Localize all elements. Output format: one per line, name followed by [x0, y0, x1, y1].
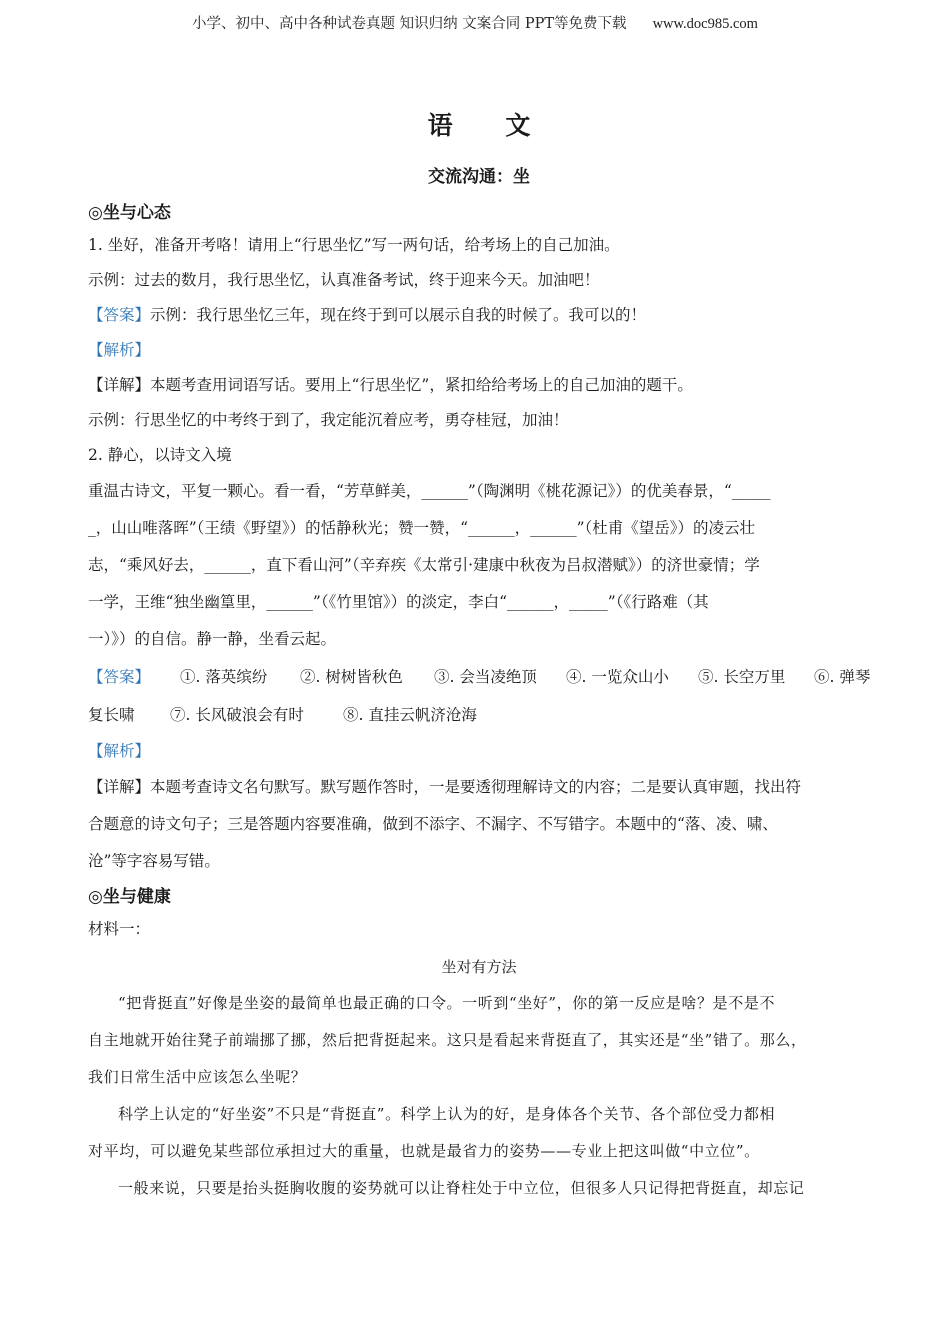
q2-question: 2. 静心，以诗文入境 [88, 446, 232, 464]
q2-line-5: 一）》）的自信。静一静，坐看云起。 [88, 630, 337, 648]
material-para-1-line-1: “把背挺直”好像是坐姿的最简单也最正确的口令。一听到“坐好”，你的第一反应是啥？是不是不 [118, 994, 776, 1012]
q2-line-2: _，山山唯落晖”（王绩《野望》）的恬静秋光；赞一赞，“______，______”（杜甫《望岳》）的凌云壮 [88, 519, 756, 537]
q2-detail-1: 【详解】本题考查诗文名句默写。默写题作答时，一是要透彻理解诗文的内容；二是要认真审题，找出符 [88, 778, 802, 796]
answer-label: 【答案】 [88, 668, 151, 686]
document-body [88, 108, 870, 1207]
q2-answer-8: ⑧. 直挂云帆济沧海 [343, 706, 477, 724]
material-para-1-line-2: 自主地就开始往凳子前端挪了挪，然后把背挺起来。这只是看起来背挺直了，其实还是“坐”错了。那么， [88, 1031, 807, 1049]
answer-label: 【答案】 [88, 306, 151, 324]
q2-answer-3: ③. 会当凌绝顶 [434, 668, 537, 686]
q2-line-1: 重温古诗文，平复一颗心。看一看，“芳草鲜美，______”（陶渊明《桃花源记》）的优美春景，“_____ [88, 482, 771, 500]
page-subtitle: 交流沟通：坐 [428, 167, 530, 187]
q1-answer-text: 示例：我行思坐忆三年，现在终于到可以展示自我的时候了。我可以的！ [150, 306, 647, 324]
q2-answer-4: ④. 一览众山小 [566, 668, 669, 686]
header-text: 小学、初中、高中各种试卷真题 知识归纳 文案合同 PPT等免费下载 [192, 16, 627, 32]
q2-answer-7: ⑦. 长风破浪会有时 [170, 706, 304, 724]
section-heading-health: ◎坐与健康 [88, 887, 171, 907]
header-site-link[interactable]: www.doc985.com [652, 16, 758, 32]
q1-detail: 【详解】本题考查用词语写话。要用上“行思坐忆”，紧扣给给考场上的自己加油的题干。 [88, 376, 693, 394]
q1-answer [88, 298, 870, 333]
q1-question: 1. 坐好，准备开考咯！请用上“行思坐忆”写一两句话，给考场上的自己加油。 [88, 236, 620, 254]
q2-answer-1: ①. 落英缤纷 [180, 668, 268, 686]
q2-detail-3: 沧”等字容易写错。 [88, 852, 220, 870]
page-header [0, 12, 950, 33]
material-title: 坐对有方法 [441, 958, 517, 976]
q2-analysis-label: 【解析】 [88, 742, 151, 760]
q1-example: 示例：过去的数月，我行思坐忆，认真准备考试，终于迎来今天。加油吧！ [88, 271, 600, 289]
material-para-1-line-3: 我们日常生活中应该怎么坐呢？ [88, 1068, 307, 1086]
material-para-2-line-1: 科学上认定的“好坐姿”不只是“背挺直”。科学上认为的好，是身体各个关节、各个部位受力都相 [118, 1105, 776, 1123]
q2-line-3: 志，“乘风好去，______，直下看山河”（辛弃疾《太常引·建康中秋夜为吕叔潜赋》）的济世豪情；学 [88, 556, 760, 574]
q2-answer-5: ⑤. 长空万里 [698, 668, 786, 686]
page-title: 语 文 [427, 111, 553, 140]
q2-line-4: 一学，王维“独坐幽篁里，______”（《竹里馆》）的淡定，李白“______，_____”（《行路难（其 [88, 593, 709, 611]
material-label: 材料一： [88, 920, 151, 938]
q2-answer-6-cont: 复长啸 [88, 706, 135, 724]
section-heading-mindset: ◎坐与心态 [88, 203, 171, 223]
q2-answer-row-1 [88, 658, 870, 696]
q1-analysis-label: 【解析】 [88, 341, 151, 359]
material-para-3-line-1: 一般来说，只要是抬头挺胸收腹的姿势就可以让脊柱处于中立位，但很多人只记得把背挺直，却忘记 [118, 1179, 805, 1197]
q2-answer-6: ⑥. 弹琴 [814, 668, 871, 686]
q2-detail-2: 合题意的诗文句子；三是答题内容要准确，做到不添字、不漏字、不写错字。本题中的“落、凌、啸、 [88, 815, 778, 833]
q1-detail-example: 示例：行思坐忆的中考终于到了，我定能沉着应考，勇夺桂冠，加油！ [88, 411, 569, 429]
q2-answer-2: ②. 树树皆秋色 [300, 668, 403, 686]
material-para-2-line-2: 对平均，可以避免某些部位承担过大的重量，也就是最省力的姿势——专业上把这叫做“中立位”。 [88, 1142, 760, 1160]
q2-answer-row-2 [88, 696, 870, 734]
